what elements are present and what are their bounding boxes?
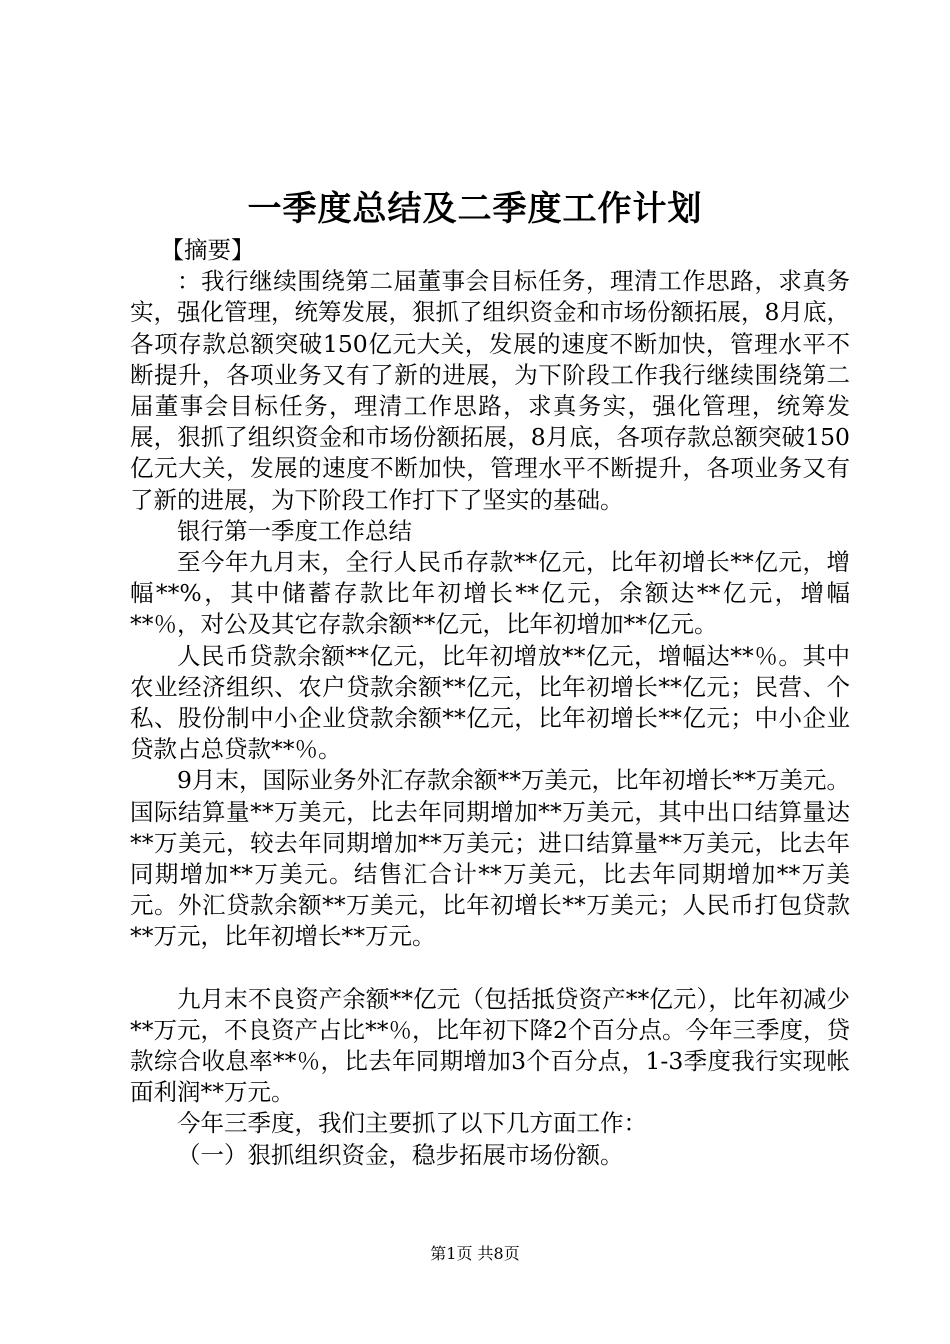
document-title: 一季度总结及二季度工作计划 <box>247 189 703 229</box>
paragraph-international-business: 9月末，国际业务外汇存款余额**万美元，比年初增长**万美元。国际结算量**万美元，比去年同期增加**万美元，其中出口结算量达**万美元，较去年同期增加**万美元；进口结算量**万美元，比去年同期增加**万美元。结售汇合计**万美元，比去年同期增加**万美元。外汇贷款余额**万美元，比年初增长**万美元；人民币打包贷款**万元，比年初增长**万元。 <box>130 766 850 951</box>
paragraph-non-performing-assets: 九月末不良资产余额**亿元（包括抵贷资产**亿元），比年初减少**万元，不良资产占比**％，比年初下降2个百分点。今年三季度，贷款综合收息率**％，比去年同期增加3个百分点，1-3季度我行实现帐面利润**万元。 <box>130 984 850 1107</box>
document-body <box>130 235 850 1171</box>
page-footer: 第1页 共8页 <box>430 1244 520 1263</box>
paragraph-work-intro: 今年三季度，我们主要抓了以下几方面工作： <box>177 1109 647 1138</box>
abstract-text: ：我行继续围绕第二届董事会目标任务，理清工作思路，求真务实，强化管理，统筹发展，狠抓了组织资金和市场份额拓展，8月底，各项存款总额突破150亿元大关，发展的速度不断加快，管理水平不断提升，各项业务又有了新的进展，为下阶段工作我行继续围绕第二届董事会目标任务，理清工作思路，求真务实，强化管理，统筹发展，狠抓了组织资金和市场份额拓展，8月底，各项存款总额突破150亿元大关，发展的速度不断加快，管理水平不断提升，各项业务又有了新的进展，为下阶段工作打下了坚实的基础。 <box>130 267 850 514</box>
paragraph-rmb-loans: 人民币贷款余额**亿元，比年初增放**亿元，增幅达**％。其中农业经济组织、农户贷款余额**亿元，比年初增长**亿元；民营、个私、股份制中小企业贷款余额**亿元，比年初增长**亿元；中小企业贷款占总贷款**％。 <box>130 641 850 764</box>
section-heading: 银行第一季度工作总结 <box>177 516 412 545</box>
abstract-heading: 【摘要】 <box>160 236 255 264</box>
paragraph-item-one: （一）狠抓组织资金，稳步拓展市场份额。 <box>177 1140 624 1169</box>
paragraph-rmb-deposits: 至今年九月末，全行人民币存款**亿元，比年初增长**亿元，增幅**%，其中储蓄存款比年初增长**亿元，余额达**亿元，增幅**％，对公及其它存款余额**亿元，比年初增加**亿元。 <box>130 548 850 639</box>
